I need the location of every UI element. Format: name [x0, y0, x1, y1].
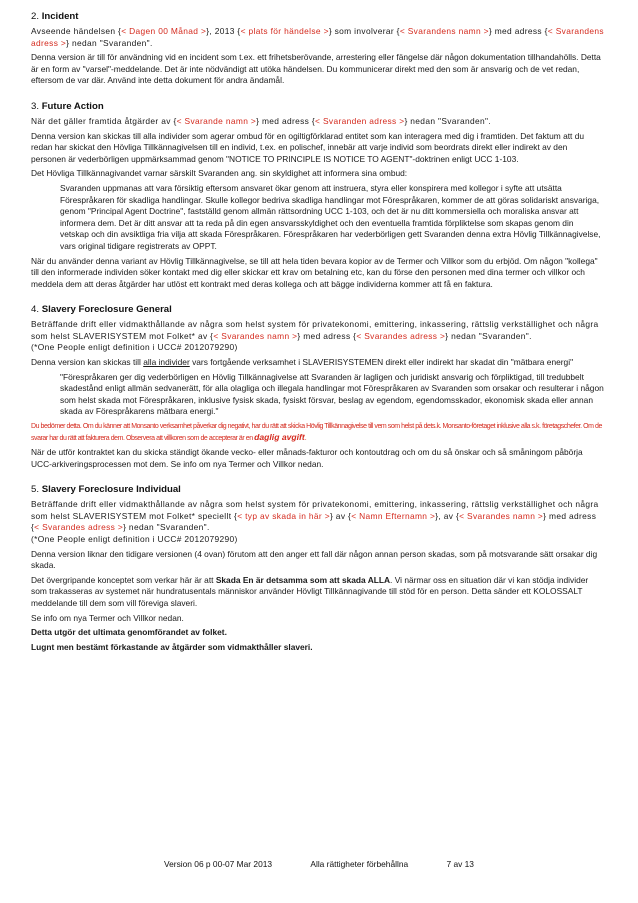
placeholder-defendant-address: < Svarandens adress > [31, 26, 604, 48]
section-4-intro [31, 319, 604, 354]
section-5-terms-ref: Se info om nya Termer och Villkor nedan. [31, 612, 184, 623]
section-2-heading [31, 10, 604, 23]
text-run: } med adress { [31, 510, 597, 533]
page-footer [0, 859, 638, 871]
section-3-quote: Svaranden uppmanas att vara försiktig eftersom ansvaret ökar genom att instruera, styra eller konspirera med kollegor i syfte att utsätta Förespråkaren för skadliga handlingar. Skulle kollegor bedriva skadliga handlingar mot Förespråkaren, kommer de att göras solidariskt ansvariga, genom "Principal Agent Doctrine", fastställd genom allmän rättsordning UCC 1-103, och det är nu ditt kommersiella och moraliska ansvar att informera dem. Det är ditt ansvar att ta reda på din egen ansvarsskyldighet och den eventuella framtida förpliktelse som skapas genom din vetskap och din avsiktliga fria vilja att skada Förespråkaren. Förespråkaren har vederbörligen gett Svaranden denna extra Hövlig Tillkännagivelse, vars original tidigare registrerats av OPPT. [60, 182, 601, 251]
text-run: } av { [329, 510, 352, 521]
text-run: } nedan "Svaranden". [445, 330, 532, 341]
section-4-number: 4. [31, 304, 40, 316]
section-5-conclusion-1 [31, 627, 604, 639]
placeholder-defendant-address: < Svaranden adress > [315, 115, 405, 126]
footer-page-number: 7 av 13 [446, 859, 474, 869]
section-5-intro [31, 499, 604, 545]
footer-rights: Alla rättigheter förbehållna [310, 859, 409, 869]
placeholder-defendant-name: < Svarandes namn > [459, 510, 544, 521]
section-3-heading [31, 100, 604, 113]
text-run: . Vi närmar oss en situation där vi kan stödja individer som trakasseras av systemet när hundratusentals människor använder Hövligt Tillkännagivande till stöd för en person. Detta sänder ett KOLOSSALT meddelande till dem som vill föreviga slaveri. [31, 574, 589, 608]
placeholder-defendant-address: < Svarandes adress > [356, 330, 446, 341]
placeholder-defendant-name: < Svarandes namn > [213, 330, 298, 341]
spacer [31, 293, 604, 303]
section-3-description: Denna version kan skickas till alla individer som agerar ombud för en ogiltigförklarad entitet som kan interagera med dig i framtiden. Det faktum att du redan har skickat den Hövliga Tillkännagivelsen till en individ, t.ex. en polischef, innebär att varje individ som beordrats direkt eller indirekt av den personen är vederbörligen uppmärksammad genom "NOTICE TO PRINCIPLE IS NOTICE TO AGENT"-doktrinen enligt UCC 1-103. [31, 130, 585, 164]
text-run: Denna version kan skickas till [31, 357, 144, 368]
text-run: vars fortgående verksamhet i SLAVERISYSTEMEN direkt eller indirekt har skadat din "mätbara energi" [189, 357, 574, 368]
daily-fee-emphasis: daglig avgift [254, 432, 305, 443]
placeholder-victim-name: < Namn Efternamn > [351, 510, 436, 521]
ucc-reference: (*One People enligt definition i UCC# 2012079290) [31, 342, 238, 353]
text-run: Avseende händelsen { [31, 26, 122, 36]
text-run: } med adress { [256, 115, 316, 126]
spacer [31, 473, 604, 483]
section-3-usage: När du använder denna variant av Hövlig Tillkännagivelse, se till att hela tiden bevara kopior av de Termer och Villkor som du erbjöd. Om någon "kollega" till den informerade individen söker kontakt med dig eller skickar ett krav om betalning etc, kan du förse den personen med dina termer och villkor och meddela dem att deras åtgärder har utlöst ett kontrakt med deras kollega och att bägge individerna kommer att få en faktura. [31, 255, 598, 289]
text-run: Det övergripande konceptet som verkar här är att [31, 574, 216, 585]
text-run: } nedan "Svaranden". [404, 115, 491, 126]
text-run: }, 2013 { [206, 26, 241, 36]
spacer [31, 90, 604, 100]
ucc-reference: (*One People enligt definition i UCC# 2012079290) [31, 534, 238, 544]
placeholder-date: < Dagen 00 Månad > [121, 26, 207, 36]
section-4-procedure: När de utför kontraktet kan du skicka ständigt ökande vecko- eller månads-fakturor och kontoutdrag och om du så önskar och så småningom påbörja UCC-arkiveringsprocessen mot dem. Se info om nya Termer och Villkor nedan. [31, 447, 583, 469]
section-2-number: 2. [31, 11, 40, 22]
placeholder-defendant-name: < Svarandens namn > [399, 26, 489, 36]
text-run: } med adress { [488, 26, 548, 36]
section-2-title: Incident [41, 11, 79, 22]
placeholder-defendant-address: < Svarandes adress > [34, 522, 124, 533]
text-run: } nedan "Svaranden". [123, 522, 210, 533]
section-4-red-note [31, 421, 604, 444]
section-3-intro [31, 116, 604, 128]
section-5-heading [31, 483, 604, 496]
section-2-intro [31, 26, 604, 49]
text-run: . [304, 435, 307, 443]
section-4-description [31, 357, 604, 369]
section-2-description: Denna version är till för användning vid en incident som t.ex. ett frihetsberövande, arrestering eller fängelse där någon dokumentation tillhandahölls. Detta är en form av "varsel"-meddelande. Det är inte nödvändigt att utöka händelsen. Du kommunicerar direkt med den som är ansvarig och de vet redan, eftersom de var där. Använd inte detta dokument för andra ändamål. [31, 52, 601, 86]
section-4-title: Slavery Foreclosure General [41, 304, 172, 316]
section-5-title: Slavery Foreclosure Individual [41, 484, 181, 496]
section-3-number: 3. [31, 100, 40, 112]
harm-one-emphasis: Skada En är detsamma som att skada ALLA [215, 574, 391, 585]
section-5-conclusion-2 [31, 642, 604, 654]
bold-text: Detta utgör det ultimata genomförandet av folket. [31, 627, 227, 638]
bold-text: Lugnt men bestämt förkastande av åtgärder som vidmakthåller slaveri. [31, 641, 313, 652]
text-run: Du bedömer detta. Om du känner att Monsanto verksamhet påverkar dig negativt, har du rätt att skicka Hövlig Tillkännagivelse till vem som helst på dets.k. Monsanto-företaget inklusive alla s.k. företagschefer. Om de svarar har du rätt att fakturera dem. Observera att villkoren som de accepterar är en [31, 423, 602, 443]
text-run: } som involverar { [328, 26, 400, 36]
text-run: När det gäller framtida åtgärder av { [31, 115, 177, 126]
underlined-text: alla individer [143, 357, 190, 368]
placeholder-place: < plats för händelse > [240, 26, 329, 36]
placeholder-defendant-name: < Svarande namn > [176, 115, 257, 126]
text-run: } nedan "Svaranden". [66, 37, 153, 48]
text-run: } med adress { [297, 330, 357, 341]
section-4-quote: "Förespråkaren ger dig vederbörligen en Hövlig Tillkännagivelse att Svaranden är lagligen och juridiskt ansvarig och förpliktigad, till tredubbelt skadestånd enligt allmän sedvanerätt, för alla olagliga och illegala handlingar mot Förespråkaren av Svaranden som orsakar och resulterar i någon som helst skada mot Förespråkaren, inklusive fysisk skada, fysiskt försvar, beslag av egendom, egendomsskador, ekonomisk skada eller annan skada av Förespråkarens mätbara energi." [60, 371, 604, 417]
text-run: Beträffande drift eller vidmakthållande av några som helst system för privatekonomi, emittering, inkassering, rättslig verkställighet och några som helst SLAVERISYSTEM mot Folket* av { [31, 319, 599, 341]
section-5-concept [31, 575, 604, 610]
section-5-description: Denna version liknar den tidigare versionen (4 ovan) förutom att den anger ett fall där någon annan person skadas, som på motsvarande sätt orsakar dig skada. [31, 548, 598, 571]
section-3-title: Future Action [41, 100, 104, 112]
footer-version: Version 06 p 00-07 Mar 2013 [164, 859, 273, 869]
text-run: Beträffande drift eller vidmakthållande av några som helst system för privatekonomi, emittering, inkassering, rättslig verkställighet och några som helst SLAVERISYSTEM mot Folket* speciellt { [31, 499, 599, 521]
section-4-heading [31, 303, 604, 316]
placeholder-harm-type: < typ av skada in här > [237, 510, 330, 521]
section-5-number: 5. [31, 484, 40, 496]
text-run: }, av { [435, 510, 460, 521]
section-3-warning: Det Hövliga Tillkännagivandet varnar särskilt Svaranden ang. sin skyldighet att informera sina ombud: [31, 168, 408, 179]
